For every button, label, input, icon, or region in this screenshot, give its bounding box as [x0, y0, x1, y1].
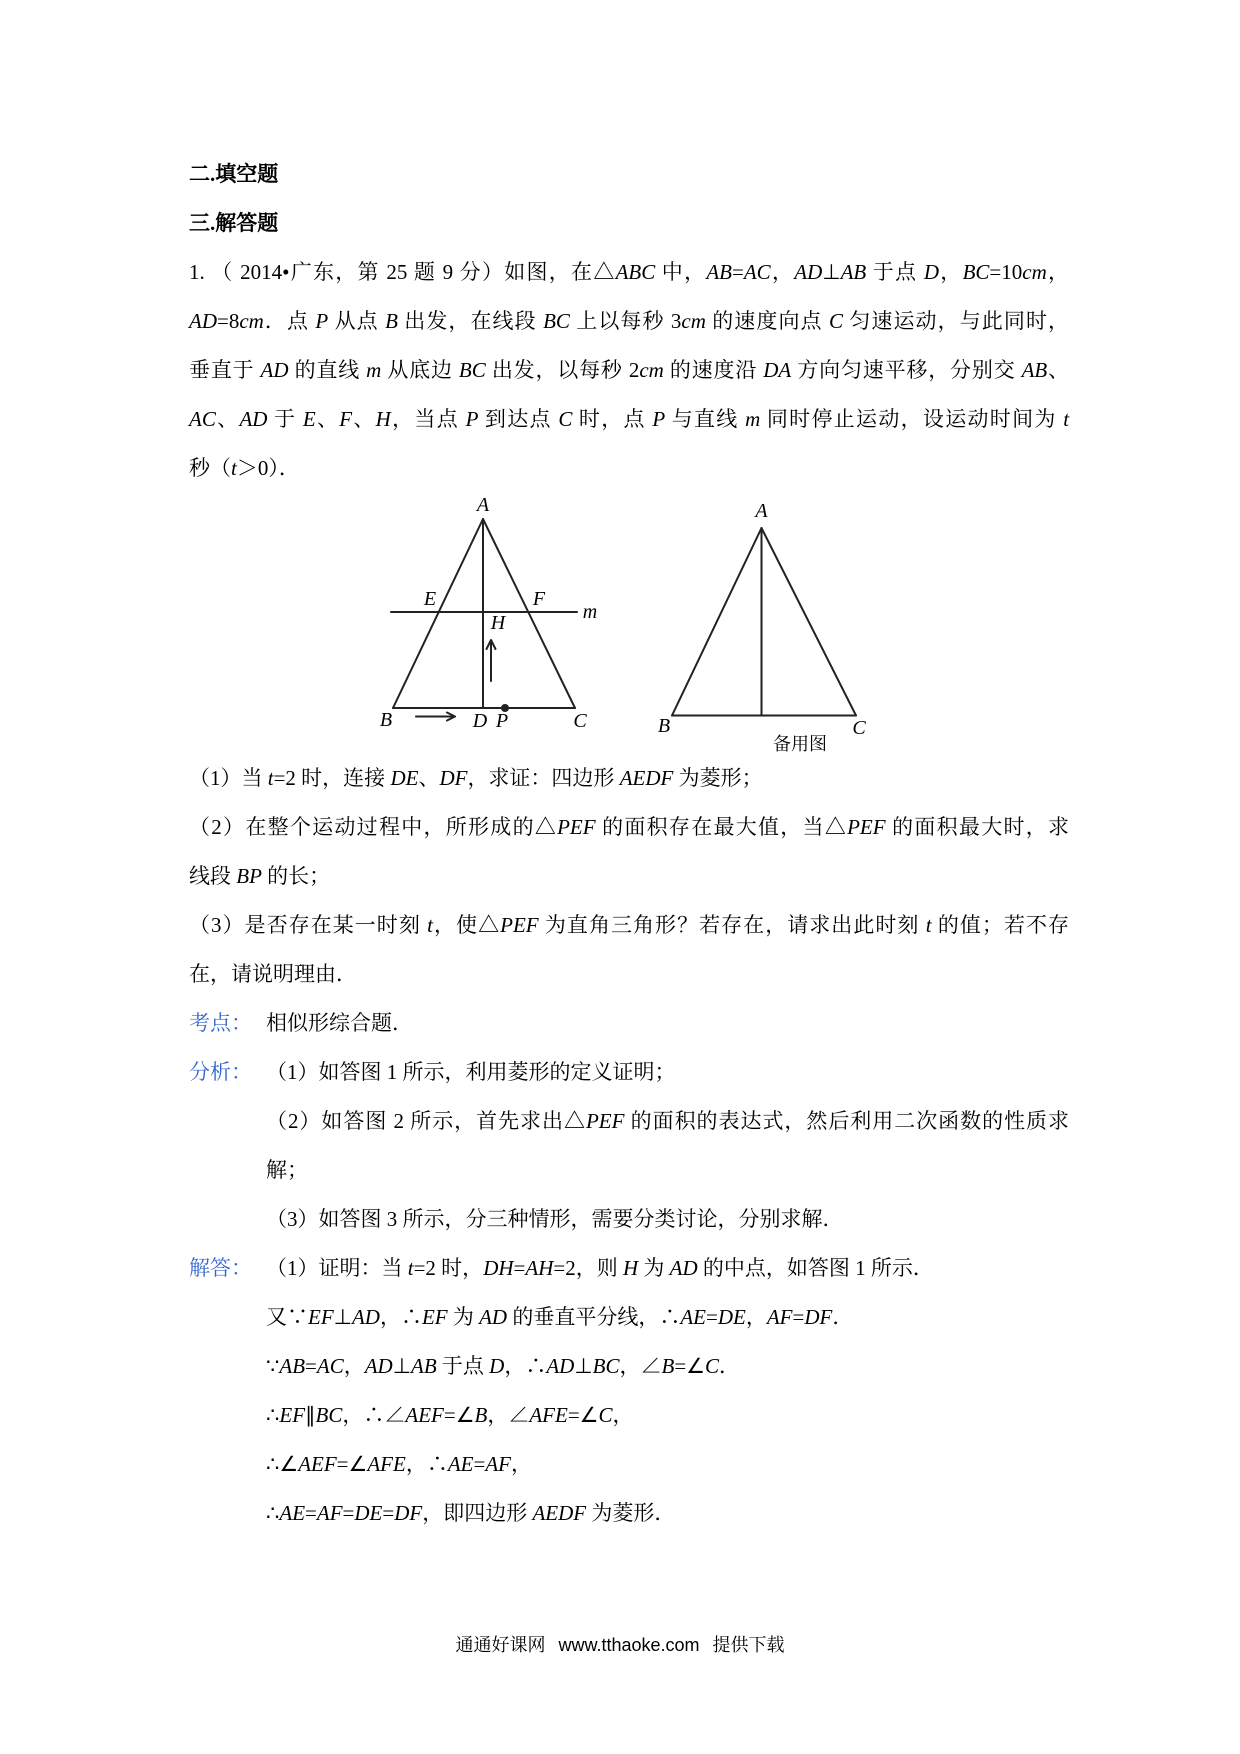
label-p: P	[495, 710, 509, 732]
spare-side-ac	[762, 528, 857, 716]
spare-label-b: B	[657, 715, 671, 737]
page-footer: 通通好课网 www.tthaoke.com 提供下载	[455, 1635, 785, 1655]
jieda-line-2: 又∵EF⊥AD，∴EF 为 AD 的垂直平分线，∴AE=DE，AF=DF．	[266, 1305, 854, 1329]
question-1: （1）当 t=2 时，连接 DE、DF，求证：四边形 AEDF 为菱形；	[189, 766, 763, 790]
spare-figure-caption: 备用图	[773, 734, 827, 754]
fenxi-label: 分析：	[189, 1060, 252, 1084]
label-a: A	[476, 494, 490, 516]
fenxi-line-4: （3）如答图 3 所示，分三种情形，需要分类讨论，分别求解．	[266, 1207, 844, 1231]
fenxi-line-2: （2）如答图 2 所示，首先求出△PEF 的面积的表达式，然后利用二次函数的性质求	[266, 1109, 1070, 1133]
solution-block	[189, 754, 1069, 1538]
jieda-line-1: （1）证明：当 t=2 时，DH=AH=2，则 H 为 AD 的中点，如答图 1 所示．	[266, 1256, 934, 1280]
problem-line-4: AC、AD 于 E、F、H，当点 P 到达点 C 时，点 P 与直线 m 同时停止运动，设运动时间为 t	[189, 407, 1070, 431]
problem-line-3: 垂直于 AD 的直线 m 从底边 BC 出发，以每秒 2cm 的速度沿 DA 方向匀速平移，分别交 AB、	[189, 358, 1070, 382]
label-h: H	[490, 612, 506, 634]
problem-line-5: 秒（t＞0）．	[189, 456, 300, 480]
figure-spare	[658, 500, 866, 754]
question-2-line-1: （2）在整个运动过程中，所形成的△PEF 的面积存在最大值，当△PEF 的面积最大时，求	[189, 815, 1070, 839]
spare-label-a: A	[755, 500, 768, 522]
jieda-line-4: ∴EF∥BC，∴∠AEF=∠B，∠AFE=∠C，	[266, 1403, 634, 1427]
fenxi-row	[189, 1048, 1069, 1097]
question-3-line-1: （3）是否存在某一时刻 t，使△PEF 为直角三角形？若存在，请求出此时刻 t 的值；若不存	[189, 913, 1070, 937]
section-heading-fill-blank: 二.填空题	[189, 162, 279, 186]
problem-line-1: 1. （ 2014•广东，第 25 题 9 分）如图，在△ABC 中，AB=AC，AD⊥AB 于点 D，BC=10cm，	[189, 260, 1070, 284]
question-3-line-2: 在，请说明理由．	[189, 962, 357, 986]
label-c: C	[573, 710, 587, 732]
problem-line-2: AD=8cm．点 P 从点 B 出发，在线段 BC 上以每秒 3cm 的速度向点 C 匀速运动，与此同时，	[189, 309, 1070, 333]
label-e: E	[423, 588, 437, 610]
section-heading-solution: 三.解答题	[189, 211, 279, 235]
spare-label-c: C	[852, 717, 866, 739]
spare-side-ab	[672, 528, 762, 716]
jieda-line-5: ∴∠AEF=∠AFE，∴AE=AF，	[266, 1452, 532, 1476]
fenxi-line-1: （1）如答图 1 所示，利用菱形的定义证明；	[266, 1060, 676, 1084]
label-f: F	[532, 588, 546, 610]
label-d: D	[472, 710, 488, 732]
question-2-line-2: 线段 BP 的长；	[189, 864, 331, 888]
problem-block	[189, 150, 1069, 493]
figure-main	[380, 494, 597, 732]
kaodian-text: 相似形综合题．	[266, 1011, 413, 1035]
fenxi-line-3: 解；	[266, 1158, 308, 1182]
label-m: m	[582, 601, 598, 623]
jieda-row	[189, 1244, 1069, 1293]
kaodian-label: 考点：	[189, 1011, 252, 1035]
jieda-label: 解答：	[189, 1256, 252, 1280]
kaodian-row	[189, 999, 1069, 1048]
label-b: B	[379, 709, 393, 731]
jieda-line-6: ∴AE=AF=DE=DF，即四边形 AEDF 为菱形．	[266, 1501, 676, 1525]
side-ab	[393, 519, 483, 708]
figures	[360, 485, 900, 760]
jieda-line-3: ∵AB=AC，AD⊥AB 于点 D，∴AD⊥BC，∠B=∠C．	[266, 1354, 740, 1378]
